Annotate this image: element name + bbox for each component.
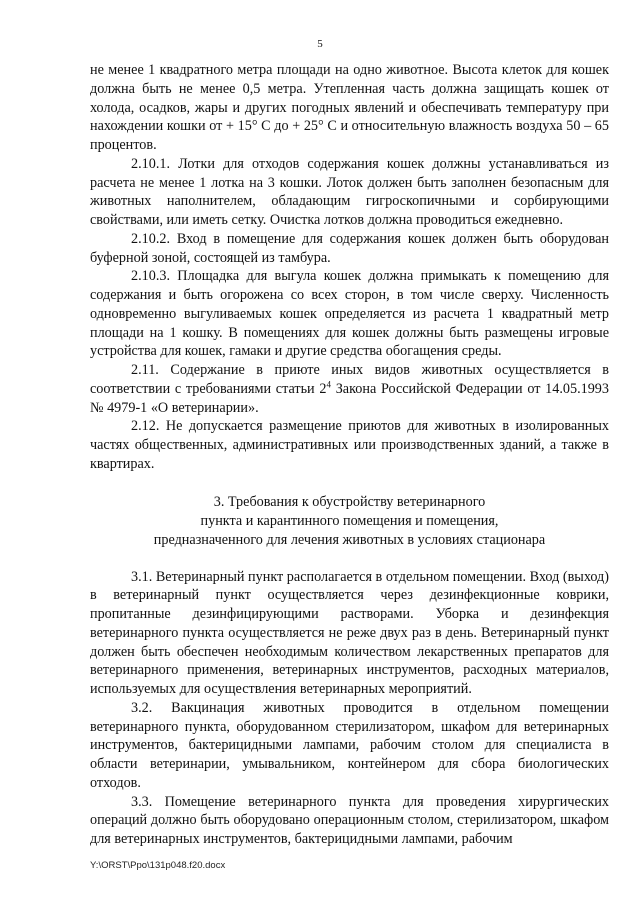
section-3-heading xyxy=(90,493,609,550)
superscript-4: 4 xyxy=(326,379,331,390)
document-body xyxy=(90,61,609,849)
section-heading-line: 3. Требования к обустройству ветеринарного xyxy=(213,493,486,510)
section-heading-line: пункта и карантинного помещения и помещения, xyxy=(200,512,499,529)
paragraph-2-10-3: 2.10.3. Площадка для выгула кошек должна примыкать к помещению для содержания и быть огорожена со всех сторон, в том числе сверху. Численность одновременно выгуливаемых кошек определяется из расчета 1 квадратный метр площади на 1 кошку. В помещениях для кошек должны быть размещены игровые устройства для кошек, гамаки и другие средства обогащения среды. xyxy=(90,268,609,360)
paragraph-2-11 xyxy=(90,361,609,417)
paragraph-3-3: 3.3. Помещение ветеринарного пункта для проведения хирургических операций должно быть оборудовано операционным столом, стерилизатором, шкафом для ветеринарных инструментов, бактерицидными лампами, рабочим xyxy=(90,793,609,847)
paragraph-2-12: 2.12. Не допускается размещение приютов для животных в изолированных частях общественных, административных или производственных зданий, а также в квартирах. xyxy=(90,418,609,472)
footer-file-path: Y:\ORST\Ppo\131p048.f20.docx xyxy=(90,860,226,871)
paragraph-3-2: 3.2. Вакцинация животных проводится в отдельном помещении ветеринарного пункта, оборудованном стерилизатором, шкафом для ветеринарных инструментов, бактерицидными лампами, рабочим столом для специалиста в области ветеринарии, умывальником, контейнером для сбора биологических отходов. xyxy=(90,699,609,791)
page-number: 5 xyxy=(317,38,323,50)
section-heading-line: предназначенного для лечения животных в условиях стационара xyxy=(153,531,546,548)
paragraph-2-10-1: 2.10.1. Лотки для отходов содержания кошек должны устанавливаться из расчета не менее 1 лотка на 3 кошки. Лоток должен быть заполнен безопасным для животных наполнителем, обладающим гигроскопичными и сорбирующими свойствами, или иметь сетку. Очистка лотков должна проводиться ежедневно. xyxy=(90,155,609,228)
paragraph-2-11-text: 2.11. Содержание в приюте иных видов животных осуществляется в соответствии с требованиями статьи 2 xyxy=(90,362,609,397)
paragraph-continuation: не менее 1 квадратного метра площади на одно животное. Высота клеток для кошек должна быть не менее 0,5 метра. Утепленная часть должна защищать кошек от холода, осадков, жары и других погодных явлений и обеспечивать температуру при нахождении кошки от + 15° С до + 25° С и относительную влажность воздуха 50 – 65 процентов. xyxy=(90,62,609,153)
paragraph-2-10-2: 2.10.2. Вход в помещение для содержания кошек должен быть оборудован буферной зоной, состоящей из тамбура. xyxy=(90,230,609,266)
paragraph-2-11-text-end: Закона Российской Федерации от 14.05.1993 № 4979-1 «О ветеринарии». xyxy=(90,380,609,416)
paragraph-3-1: 3.1. Ветеринарный пункт располагается в отдельном помещении. Вход (выход) в ветеринарный пункт осуществляется через дезинфекционные коврики, пропитанные дезинфицирующими растворами. Уборка и дезинфекция ветеринарного пункта осуществляется не реже двух раз в день. Ветеринарный пункт должен быть обеспечен необходимым количеством лекарственных препаратов для ветеринарного применения, ветеринарных инструментов, расходных материалов, используемых для осуществления ветеринарных мероприятий. xyxy=(90,568,609,697)
